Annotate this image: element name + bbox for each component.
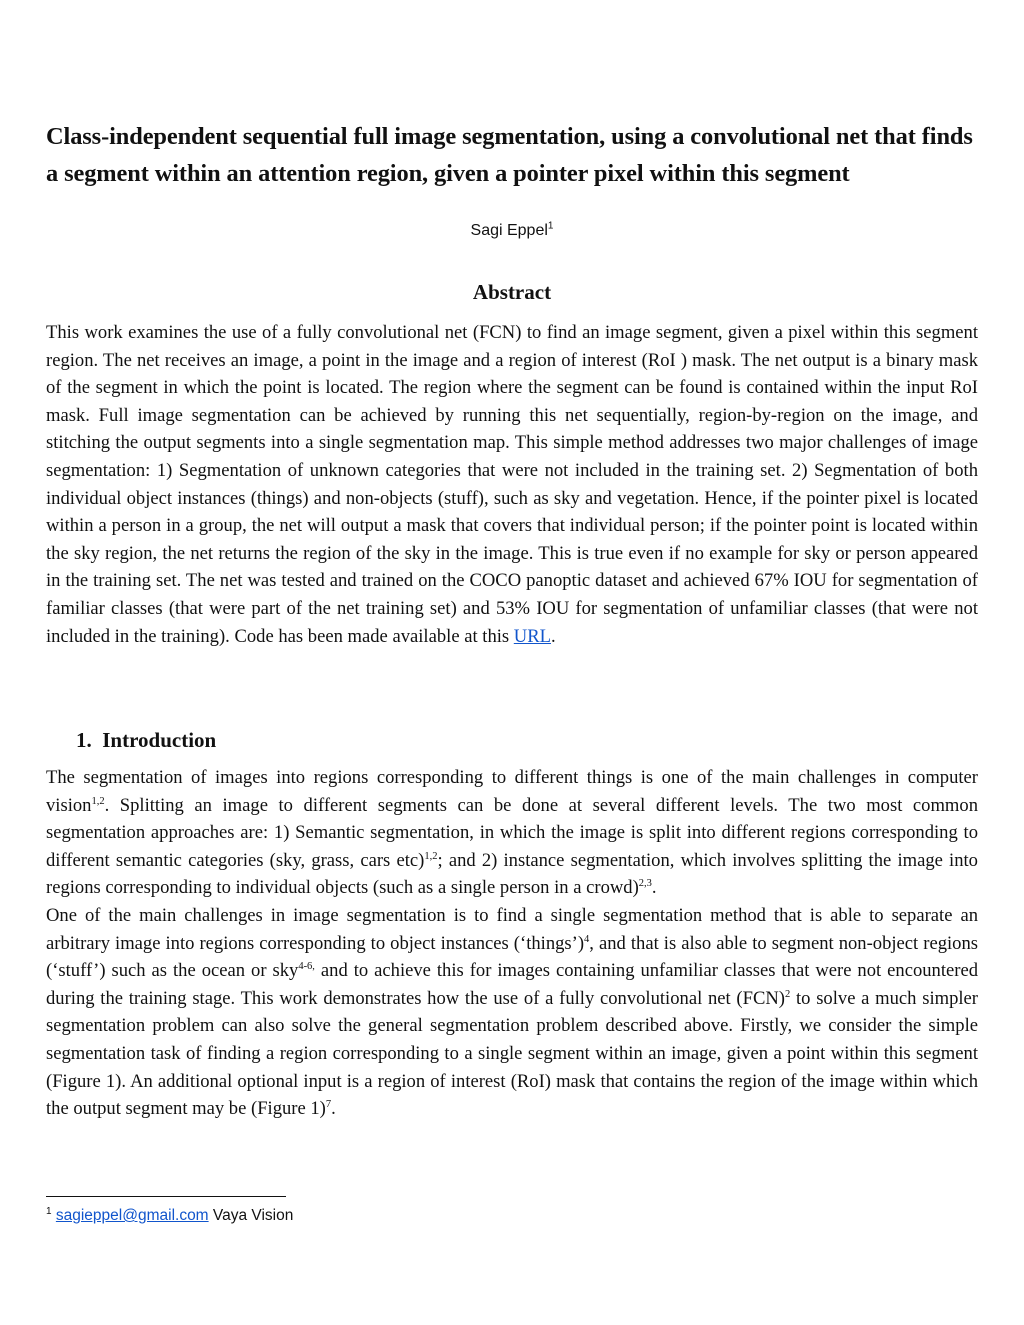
introduction-paragraph-1 bbox=[46, 764, 978, 902]
introduction-paragraph-2 bbox=[46, 902, 978, 1123]
author-name: Sagi Eppel bbox=[470, 222, 548, 239]
abstract-heading: Abstract bbox=[472, 280, 552, 304]
footnote-divider bbox=[46, 1196, 286, 1197]
citation-superscript: 1,2 bbox=[91, 795, 105, 807]
citation-superscript: 2,3 bbox=[638, 878, 652, 890]
section-title: Introduction bbox=[102, 728, 217, 752]
intro-p1-text-3: ; and 2) instance segmentation, which involves splitting the image into regions corresponding to individual objects (such as a single person in a crowd) bbox=[46, 849, 978, 899]
introduction-heading bbox=[76, 728, 216, 753]
intro-p2-text-2: , and that is also able to segment non-object regions (‘stuff’) such as the ocean or sky bbox=[46, 932, 978, 982]
intro-p2-text-3: and to achieve this for images containing unfamiliar classes that were not encountered during the training stage. This work demonstrates how the use of a fully convolutional net (FCN) bbox=[46, 960, 979, 1009]
citation-superscript: 2 bbox=[785, 988, 791, 1000]
footnote bbox=[46, 1207, 293, 1225]
intro-p2-text-5: . bbox=[331, 1098, 336, 1120]
citation-superscript: 4 bbox=[584, 933, 590, 945]
paper-title: Class-independent sequential full image segmentation, using a convolutional net that finds a segment within an attention region, given a pointer pixel within this segment bbox=[46, 123, 973, 187]
footnote-mark: 1 bbox=[46, 1205, 52, 1217]
intro-p2-text-1: One of the main challenges in image segmentation is to find a single segmentation method that is able to separate an arbitrary image into regions corresponding to object instances (‘things’) bbox=[46, 905, 978, 954]
abstract-text-end: . bbox=[550, 625, 556, 647]
citation-superscript: 4-6, bbox=[298, 961, 315, 972]
abstract-paragraph bbox=[46, 319, 978, 650]
citation-superscript: 7 bbox=[325, 1098, 332, 1110]
section-number: 1. bbox=[76, 728, 92, 752]
intro-p1-text-1: The segmentation of images into regions corresponding to different things is one of the main challenges in computer vision bbox=[46, 767, 978, 816]
citation-superscript: 1,2 bbox=[424, 850, 438, 862]
author-email-link[interactable]: sagieppel@gmail.com bbox=[55, 1207, 209, 1224]
author-line bbox=[0, 222, 1024, 240]
code-url-link[interactable]: URL bbox=[513, 625, 551, 647]
intro-p2-text-4: to solve a much simpler segmentation problem can also solve the general segmentation problem described above. Firstly, we consider the simple segmentation task of finding a region corresponding to a single segment within an image, given a point within this segment (Figure 1). An additional optional input is a region of interest (RoI) mask that contains the region of the image within which the output segment may be (Figure 1) bbox=[46, 987, 978, 1120]
intro-p1-text-4: . bbox=[651, 877, 657, 899]
author-footnote-mark: 1 bbox=[547, 220, 554, 232]
abstract-text: This work examines the use of a fully convolutional net (FCN) to find an image segment, given a pixel within this segment region. The net receives an image, a point in the image and a region of interest (RoI ) mask. The net output is a binary mask of the segment in which the point is located. The region where the segment can be found is contained within the input RoI mask. Full image segmentation can be achieved by running this net sequentially, region-by-region on the image, and stitching the output segments into a single segmentation map. This simple method addresses two major challenges of image segmentation: 1) Segmentation of unknown categories that were not included in the training set. 2) Segmentation of both individual object instances (things) and non-objects (stuff), such as sky and vegetation. Hence, if the pointer pixel is located within a person in a group, the net will output a mask that covers that individual person; if the pointer point is located within the sky region, the net returns the region of the sky in the image. This is true even if no example for sky or person appeared in the training set. The net was tested and trained on the COCO panoptic dataset and achieved 67% IOU for segmentation of familiar classes (that were part of the net training set) and 53% IOU for segmentation of unfamiliar classes (that were not included in the training). Code has been made available at this bbox=[46, 322, 978, 647]
footnote-affiliation: Vaya Vision bbox=[208, 1207, 294, 1224]
intro-p1-text-2: . Splitting an image to different segments can be done at several different levels. The two most common segmentation approaches are: 1) Semantic segmentation, in which the image is split into different regions corresponding to different semantic categories (sky, grass, cars etc) bbox=[46, 794, 978, 871]
